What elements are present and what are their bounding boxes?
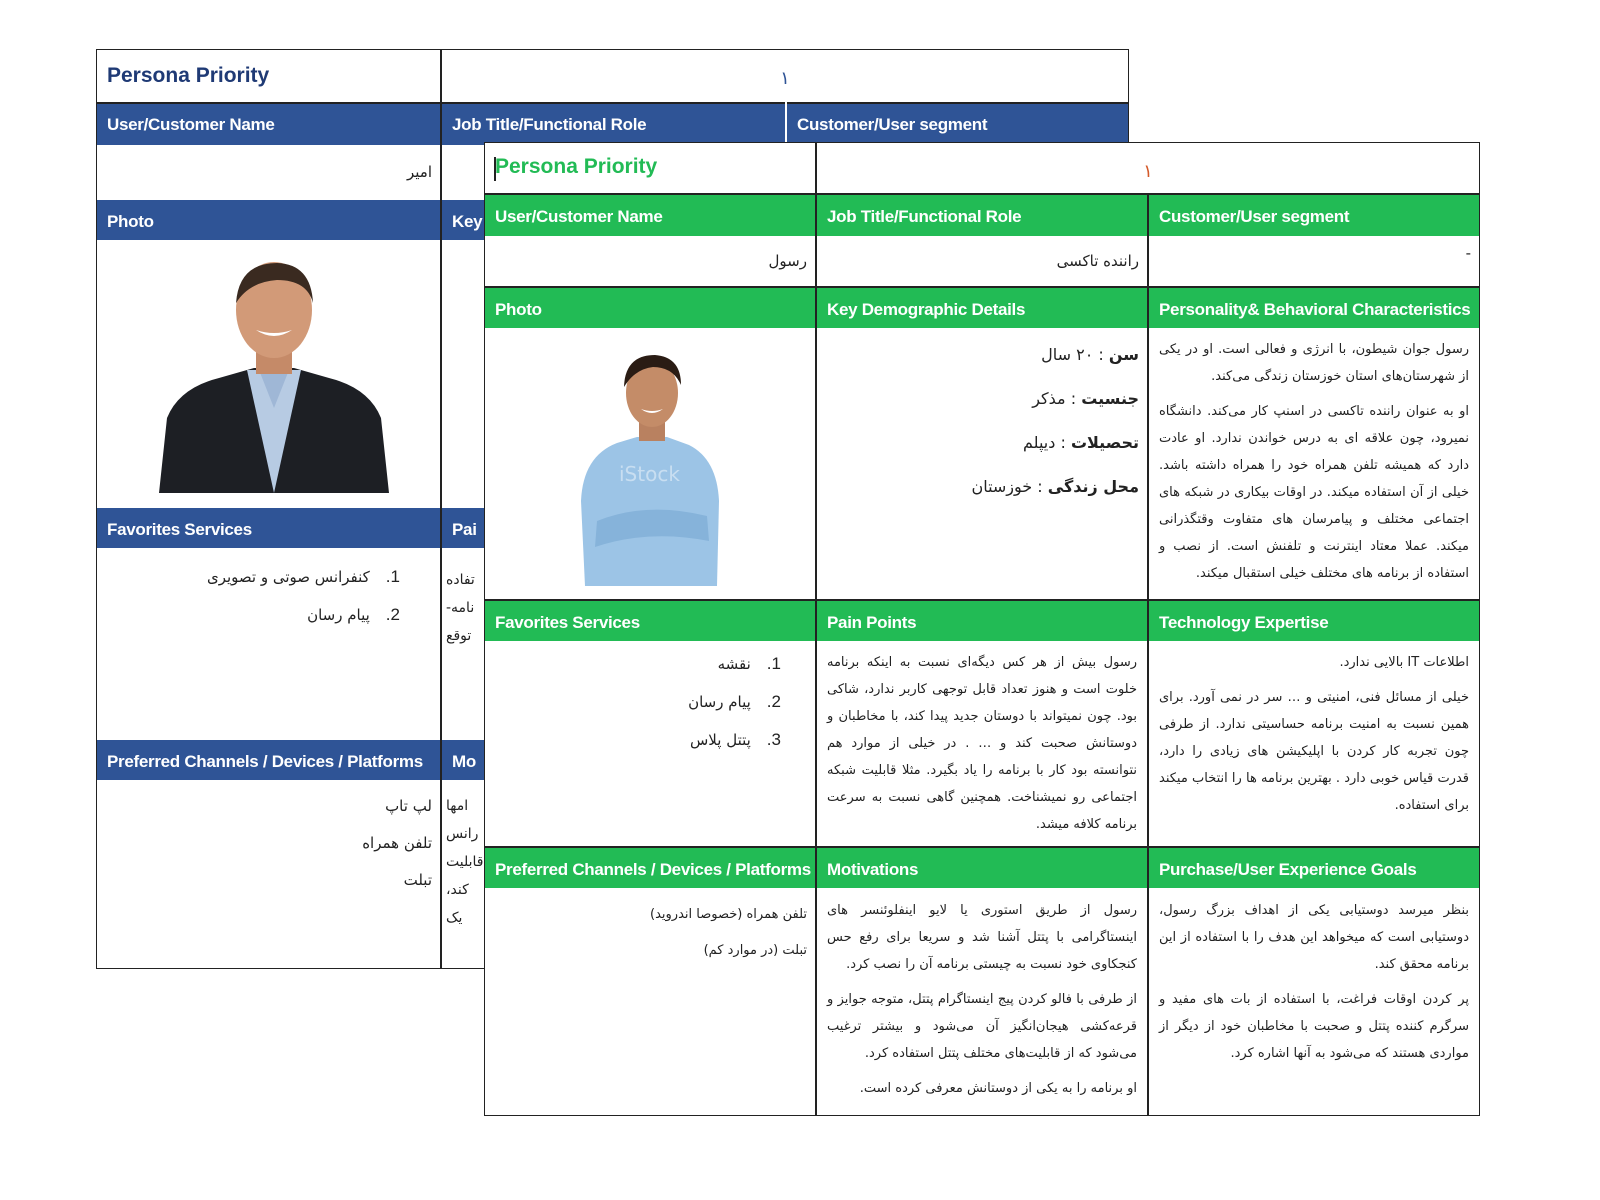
back-header-key-demographics: Key bbox=[442, 200, 785, 240]
front-priority-value: ۱ bbox=[1143, 161, 1153, 182]
back-motivation-fragments: امها رانس قابلیت کند، یک bbox=[446, 798, 484, 926]
front-title: Persona Priority bbox=[495, 155, 658, 178]
front-header-goals: Purchase/User Experience Goals bbox=[1149, 848, 1479, 888]
front-goals-text: بنظر میرسد دوستیابی یکی از اهداف بزرگ رسول، دوستیابی است که میخواهد این هدف را با استفاده از این برنامه محقق کند. پر کردن اوقات فراغت، با استفاده از بات های مفید و سرگرم کننده پتتل و صحبت با مخاطبان خود از دیگر از مواردی هستند که می‌شود به آنها اشاره کرد. bbox=[1159, 903, 1469, 1061]
back-header-pain-points: Pai bbox=[442, 508, 785, 548]
back-channels-list: لپ تاپ تلفن همراه تبلت bbox=[362, 797, 432, 889]
front-header-photo: Photo bbox=[485, 288, 815, 328]
front-header-favorites: Favorites Services bbox=[485, 601, 815, 641]
back-header-motivations: Mo bbox=[442, 740, 785, 780]
front-favorite-item: 3.پتتل پلاس bbox=[690, 730, 781, 749]
photo-watermark: iStock bbox=[619, 462, 680, 486]
back-header-job-title: Job Title/Functional Role bbox=[442, 103, 785, 145]
front-header-user-name: User/Customer Name bbox=[485, 195, 815, 236]
demographic-gender: جنسیت : مذکر bbox=[1032, 389, 1139, 408]
front-demographics bbox=[817, 333, 1147, 503]
front-segment-value: - bbox=[1465, 244, 1471, 262]
back-header-favorites: Favorites Services bbox=[97, 508, 440, 548]
front-header-segment: Customer/User segment bbox=[1149, 195, 1479, 236]
front-personality-text: رسول جوان شیطون، با انرژی و فعالی است. او در یکی از شهرستان‌های استان خوزستان زندگی می‌کند. او به عنوان راننده تاکسی در اسنپ کار می‌کند. دانشگاه نمیرود، چون علاقه ای به درس خواندن ندارد. او عادت دارد که همیشه تلفن همراه خود را همراه داشته باشد. خیلی از آن استفاده میکند. در اوقات بیکاری در شبکه های اجتماعی مختلف و پیامرسان های متفاوت وقتگذرانی میکند. عملا معتاد اینترنت و تلفنش است. از نصب و استفاده از برنامه های مختلف خیلی استقبال میکند. bbox=[1159, 342, 1469, 581]
front-favorite-item: 2.پیام رسان bbox=[688, 692, 781, 711]
back-header-segment: Customer/User segment bbox=[787, 103, 1128, 145]
front-motivations-text: رسول از طریق استوری یا لایو اینفلوئنسر های اینستاگرامی با پتتل آشنا شد و سریعا برای رفع حس کنجکاوی خود نسبت به چیستی برنامه آن را نصب کرد. از طرفی با فالو کردن پیج اینستاگرام پتتل، متوجه جوایز و قرعه‌کشی هیجان‌انگیز آن می‌شود و بیشتر ترغیب می‌شود که از قابلیت‌های مختلف پتتل استفاده کرد. او برنامه را به یکی از دوستانش معرفی کرده است. bbox=[827, 903, 1137, 1096]
front-favorite-item: 1.نقشه bbox=[717, 654, 781, 673]
text-cursor bbox=[494, 157, 496, 181]
back-header-photo: Photo bbox=[97, 200, 440, 240]
front-persona-photo bbox=[577, 351, 727, 586]
front-persona-sheet bbox=[484, 142, 1480, 1116]
front-header-key-demographics: Key Demographic Details bbox=[817, 288, 1147, 328]
demographic-education: تحصیلات : دیپلم bbox=[1023, 433, 1139, 452]
back-priority-value: ۱ bbox=[780, 68, 790, 89]
back-user-name-value: امیر bbox=[406, 163, 432, 181]
back-favorites-list bbox=[97, 558, 440, 728]
demographic-location: محل زندگی : خوزستان bbox=[971, 477, 1139, 496]
back-favorite-item: 2.پیام رسان bbox=[307, 605, 400, 624]
back-persona-photo bbox=[159, 258, 389, 493]
front-header-channels: Preferred Channels / Devices / Platforms bbox=[485, 848, 815, 888]
back-header-channels: Preferred Channels / Devices / Platforms bbox=[97, 740, 440, 780]
front-pain-points-text: رسول بیش از هر کس دیگه‌ای نسبت به اینکه برنامه خلوت است و هنوز تعداد قابل توجهی کاربر ندارد، شاکی بود. چون نمیتواند با دوستان جدید پیدا کند، با مخاطبان و دوستانش صحبت کند و … . در خیلی از موارد هم نتوانسته بود کار با برنامه را یاد بگیرد. مثلا قابلیت شبکه اجتماعی رو نمیشناخت. همچنین گاهی نسبت به سرعت برنامه کلافه میشد. bbox=[827, 655, 1137, 832]
back-pain-fragments: تفاده نامه- توقع bbox=[446, 572, 475, 644]
front-channels-list: تلفن همراه (خصوصا اندروید) تبلت (در موارد کم) bbox=[650, 907, 807, 958]
back-header-user-name: User/Customer Name bbox=[97, 103, 440, 145]
front-header-personality: Personality& Behavioral Characteristics bbox=[1149, 288, 1479, 328]
front-favorites-list bbox=[485, 645, 815, 775]
front-user-name-value: رسول bbox=[768, 252, 807, 270]
front-tech-text: اطلاعات IT بالایی ندارد. خیلی از مسائل فنی، امنیتی و … سر در نمی آورد. برای همین نسبت به امنیت برنامه حساسیتی ندارد. از طرفی چون تجربه کار کردن با اپلیکیشن های زیادی را دارد، قدرت قیاس خوبی دارد . بهترین برنامه ها را انتخاب میکند برای استفاده. bbox=[1159, 655, 1469, 813]
front-header-pain-points: Pain Points bbox=[817, 601, 1147, 641]
front-header-tech: Technology Expertise bbox=[1149, 601, 1479, 641]
demographic-age: سن : ۲۰ سال bbox=[1041, 345, 1139, 364]
front-header-job-title: Job Title/Functional Role bbox=[817, 195, 1147, 236]
front-job-title-value: راننده تاکسی bbox=[1056, 252, 1139, 270]
front-header-motivations: Motivations bbox=[817, 848, 1147, 888]
back-favorite-item: 1.کنفرانس صوتی و تصویری bbox=[206, 567, 400, 586]
back-title: Persona Priority bbox=[107, 64, 270, 87]
